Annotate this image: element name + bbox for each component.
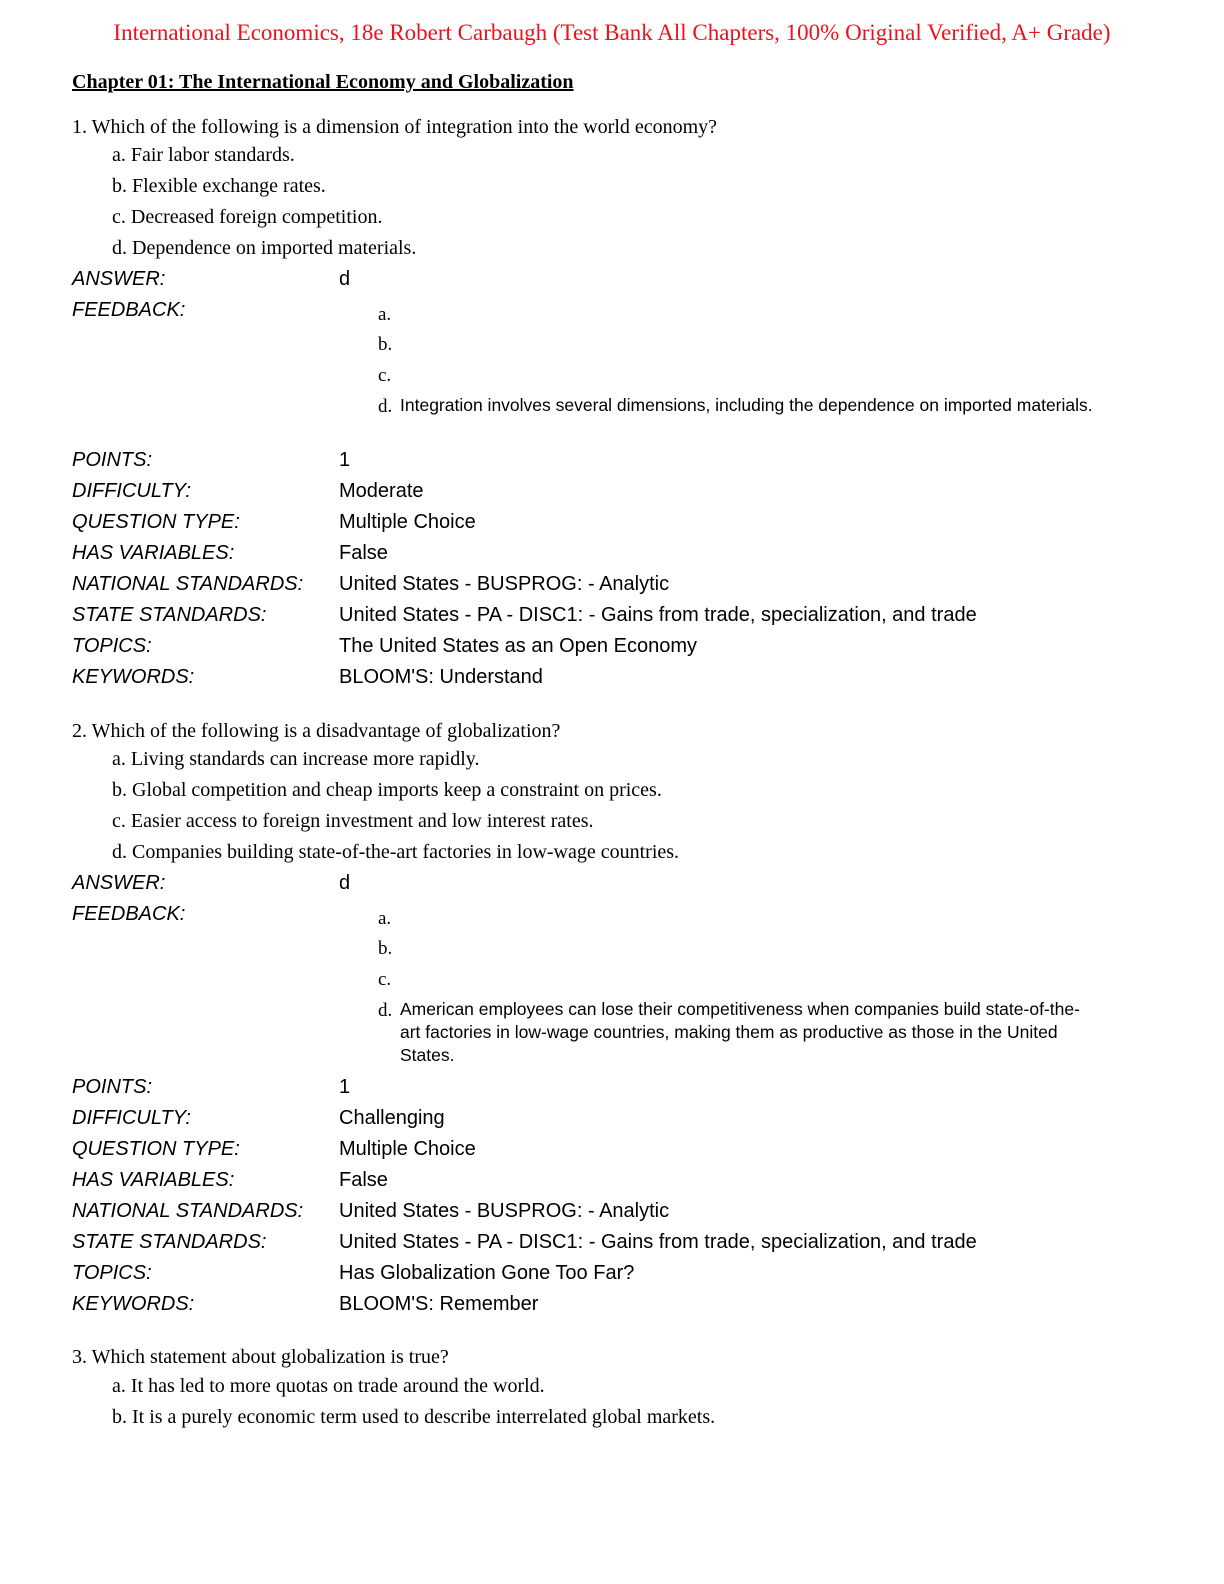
document-title: International Economics, 18e Robert Carbaugh (Test Bank All Chapters, 100% Original Verified, A+ Grade) — [113, 20, 1111, 45]
hasvar-label: HAS VARIABLES: — [72, 1169, 235, 1191]
option: d. Companies building state-of-the-art factories in low-wage countries. — [112, 841, 680, 863]
difficulty-value: Challenging — [339, 1107, 445, 1129]
keywords-value: BLOOM'S: Remember — [339, 1293, 539, 1315]
feedback-label: FEEDBACK: — [72, 299, 186, 321]
hasvar-label: HAS VARIABLES: — [72, 542, 235, 564]
answer-value: d — [339, 872, 351, 894]
state-value: United States - PA - DISC1: - Gains from trade, specialization, and trade — [339, 604, 977, 626]
option: c. Decreased foreign competition. — [112, 206, 383, 228]
feedback-a: a. — [378, 908, 392, 929]
answer-value: d — [339, 268, 351, 290]
question-3: 3. Which statement about globalization is true? — [72, 1346, 449, 1368]
option: b. Global competition and cheap imports keep a constraint on prices. — [112, 779, 662, 801]
option: a. Living standards can increase more rapidly. — [112, 748, 480, 770]
feedback-b: b. — [378, 938, 393, 959]
answer-label: ANSWER: — [72, 268, 166, 290]
points-value: 1 — [339, 449, 351, 471]
feedback-d-text: Integration involves several dimensions, including the dependence on imported materials. — [400, 395, 1093, 415]
hasvar-value: False — [339, 1169, 388, 1191]
national-label: NATIONAL STANDARDS: — [72, 573, 304, 595]
keywords-label: KEYWORDS: — [72, 666, 195, 688]
option: b. Flexible exchange rates. — [112, 175, 326, 197]
national-value: United States - BUSPROG: - Analytic — [339, 573, 670, 595]
feedback-d: d. — [378, 396, 393, 417]
national-label: NATIONAL STANDARDS: — [72, 1200, 304, 1222]
qtype-value: Multiple Choice — [339, 1138, 476, 1160]
state-value: United States - PA - DISC1: - Gains from trade, specialization, and trade — [339, 1231, 977, 1253]
hasvar-value: False — [339, 542, 388, 564]
topics-label: TOPICS: — [72, 1262, 152, 1284]
state-label: STATE STANDARDS: — [72, 1231, 267, 1253]
option: b. It is a purely economic term used to describe interrelated global markets. — [112, 1406, 716, 1428]
feedback-d: d. — [378, 1000, 393, 1021]
option: a. Fair labor standards. — [112, 144, 295, 166]
feedback-label: FEEDBACK: — [72, 903, 186, 925]
option: a. It has led to more quotas on trade around the world. — [112, 1375, 545, 1397]
topics-label: TOPICS: — [72, 635, 152, 657]
points-label: POINTS: — [72, 449, 153, 471]
option: d. Dependence on imported materials. — [112, 237, 417, 259]
feedback-c: c. — [378, 969, 392, 990]
difficulty-label: DIFFICULTY: — [72, 480, 191, 502]
difficulty-label: DIFFICULTY: — [72, 1107, 191, 1129]
state-label: STATE STANDARDS: — [72, 604, 267, 626]
feedback-c: c. — [378, 365, 392, 386]
feedback-d-text: American employees can lose their competitiveness when companies build state-of-the-art factories in low-wage countries, making them as productive as those in the United States. — [400, 999, 1080, 1065]
qtype-label: QUESTION TYPE: — [72, 511, 240, 533]
qtype-value: Multiple Choice — [339, 511, 476, 533]
qtype-label: QUESTION TYPE: — [72, 1138, 240, 1160]
keywords-label: KEYWORDS: — [72, 1293, 195, 1315]
keywords-value: BLOOM'S: Understand — [339, 666, 543, 688]
points-value: 1 — [339, 1076, 351, 1098]
question-2: 2. Which of the following is a disadvantage of globalization? — [72, 720, 561, 742]
question-1: 1. Which of the following is a dimension of integration into the world economy? — [72, 116, 718, 138]
topics-value: Has Globalization Gone Too Far? — [339, 1262, 635, 1284]
points-label: POINTS: — [72, 1076, 153, 1098]
feedback-a: a. — [378, 304, 392, 325]
feedback-b: b. — [378, 334, 393, 355]
national-value: United States - BUSPROG: - Analytic — [339, 1200, 670, 1222]
option: c. Easier access to foreign investment and low interest rates. — [112, 810, 594, 832]
difficulty-value: Moderate — [339, 480, 424, 502]
chapter-heading: Chapter 01: The International Economy and Globalization — [72, 71, 574, 93]
topics-value: The United States as an Open Economy — [339, 635, 697, 657]
answer-label: ANSWER: — [72, 872, 166, 894]
